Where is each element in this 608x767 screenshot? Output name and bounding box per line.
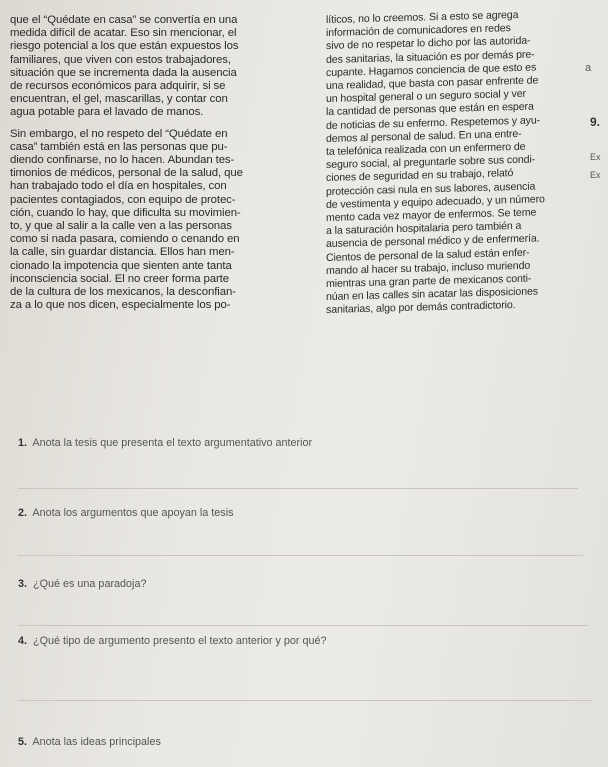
text-line: como si nada pasara, comiendo o cenando en	[10, 233, 240, 246]
text-line: mento cada vez mayor de enfermos. Se teme	[326, 206, 537, 225]
text-line: sivo de no respetar lo dicho por las autorida-	[326, 35, 531, 53]
text-line: ta telefónica realizada con un enfermero de	[326, 140, 526, 159]
text-line: to, y que al salir a la calle ven a las personas	[10, 220, 232, 233]
text-line: cupante. Hagamos conciencia de que esto es	[326, 61, 537, 79]
text-line: des sanitarias, la situación es por demás pre-	[326, 48, 535, 66]
question-number: 5.	[18, 736, 28, 748]
question-text: ¿Qué tipo de argumento presento el texto anterior y por qué?	[33, 635, 327, 647]
text-line: diendo confinarse, no lo hacen. Abundan tes-	[10, 154, 235, 167]
text-line: protección casi nula en sus labores, ausencia	[326, 180, 536, 198]
text-line: riesgo potencial a los que están expuestos los	[10, 40, 239, 53]
question-2	[18, 507, 234, 519]
answer-line[interactable]	[18, 700, 593, 701]
text-line: ausencia de personal médico y de enfermería.	[326, 232, 540, 251]
text-line: seguro social, al preguntarle sobre sus condi-	[326, 153, 536, 172]
text-line: que el “Quédate en casa” se convertía en una	[10, 14, 238, 26]
text-line: pacientes contagiados, con equipo de protec-	[10, 193, 236, 206]
text-line: inconsciencia social. El no creer forma parte	[10, 272, 229, 285]
question-3	[18, 578, 146, 590]
text-line: sanitarias, algo por demás contradictorio.	[326, 299, 516, 317]
margin-note: Ex	[590, 152, 601, 162]
text-line: la cantidad de personas que están en espera	[326, 100, 534, 119]
question-5	[18, 736, 161, 748]
text-line: de la cultura de los mexicanos, la desconfian-	[10, 286, 236, 299]
text-line: núan en las calles sin acatar las disposiciones	[326, 285, 539, 304]
text-line: encuentran, el gel, mascarillas, y contar con	[10, 93, 228, 106]
text-line: mando al hacer su trabajo, incluso muriendo	[326, 259, 531, 277]
answer-line[interactable]	[18, 555, 583, 556]
margin-note: Ex	[590, 170, 601, 180]
text-line: la calle, sin guardar distancia. Ellos han men-	[10, 246, 235, 259]
question-text: Anota los argumentos que apoyan la tesis	[32, 507, 234, 519]
text-line: Cientos de personal de la salud están enfer-	[326, 246, 530, 264]
answer-line[interactable]	[18, 488, 578, 489]
question-number: 3.	[18, 578, 28, 590]
text-line: líticos, no lo creemos. Si a esto se agrega	[326, 8, 519, 27]
text-line: medida difícil de acatar. Eso sin mencionar, el	[10, 27, 237, 40]
text-line: demos al personal de salud. En una entre-	[326, 127, 522, 145]
text-line: a la saturación hospitalaria pero también a	[326, 220, 522, 238]
text-line: un hospital general o un seguro social y ver	[326, 87, 526, 106]
text-line: familiares, que viven con estos trabajadores,	[10, 53, 231, 66]
text-line: Sin embargo, el no respeto del “Quédate en	[10, 127, 228, 140]
text-line: de recursos económicos para adquirir, si se	[10, 80, 226, 93]
text-line: timonios de médicos, personal de la salud, que	[10, 167, 243, 180]
question-1	[18, 437, 312, 449]
text-line: ciones de seguridad en su trabajo, relató	[326, 167, 514, 185]
text-line: cionado la impotencia que sienten ante tanta	[10, 259, 232, 272]
margin-note: 9.	[590, 115, 601, 129]
article-right-column	[326, 7, 588, 318]
question-number: 4.	[18, 635, 28, 647]
text-line: información de comunicadores en redes	[326, 22, 511, 40]
text-line: situación que se incrementa dada la ausencia	[10, 66, 237, 79]
text-line: agua potable para el lavado de manos.	[10, 106, 204, 119]
text-line: za a lo que nos dicen, especialmente los po-	[10, 299, 231, 312]
question-4	[18, 635, 327, 647]
question-text: ¿Qué es una paradoja?	[33, 578, 147, 590]
question-text: Anota la tesis que presenta el texto argumentativo anterior	[32, 437, 313, 449]
text-line: de vestimenta y equipo adecuado, y un número	[326, 193, 545, 211]
article-left-column	[10, 14, 314, 312]
text-line: una realidad, que basta con pasar enfrente de	[326, 74, 539, 93]
text-line: casa” también está en las personas que pu-	[10, 140, 228, 153]
question-text: Anota las ideas principales	[32, 736, 161, 748]
text-line: han trabajado todo el día en hospitales, con	[10, 180, 227, 193]
question-number: 2.	[18, 507, 28, 519]
question-number: 1.	[18, 437, 28, 449]
text-line: mientras una gran parte de mexicanos conti-	[326, 272, 532, 291]
margin-note: a	[585, 62, 592, 74]
text-line: ción, cuando lo hay, que dificulta su movimien-	[10, 206, 241, 219]
answer-line[interactable]	[18, 625, 588, 626]
text-line: de noticias de su enfermo. Respetemos y ayu-	[326, 114, 541, 132]
